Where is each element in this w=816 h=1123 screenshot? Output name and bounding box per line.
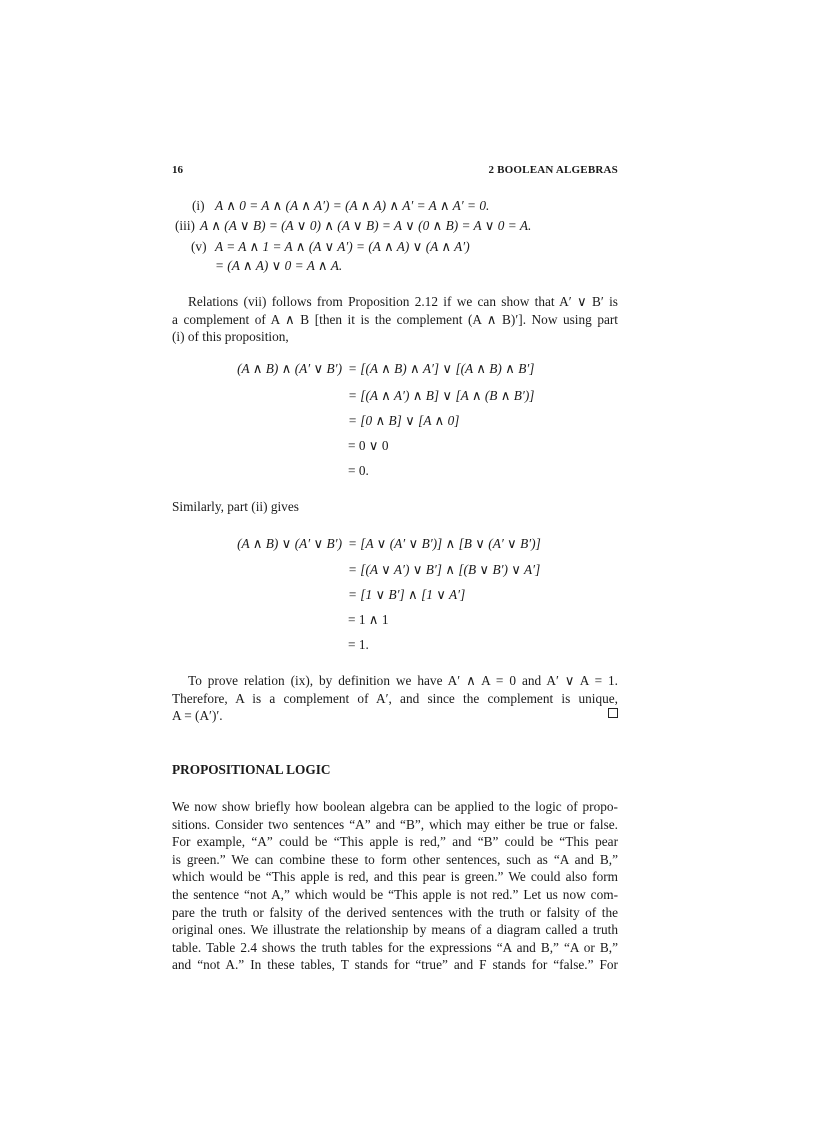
derivation1-lhs: (A ∧ B) ∧ (A′ ∨ B′) — [237, 361, 342, 376]
derivation2-step: = 1 ∧ 1 — [348, 612, 389, 627]
section-heading: PROPOSITIONAL LOGIC — [172, 762, 331, 777]
derivation1-step: = [(A ∧ A′) ∧ B] ∨ [A ∧ (B ∧ B′)] — [348, 388, 535, 403]
para3-line: original ones. We illustrate the relationship by means of a diagram called a truth — [172, 922, 618, 938]
derivation1-step: = 0 ∨ 0 — [348, 438, 389, 453]
derivation1-step: = [(A ∧ B) ∧ A′] ∨ [(A ∧ B) ∧ B′] — [348, 361, 535, 376]
item-v-continuation: = (A ∧ A) ∨ 0 = A ∧ A. — [215, 258, 343, 273]
item-i-text: A ∧ 0 = A ∧ (A ∧ A′) = (A ∧ A) ∧ A′ = A ∧ A′ = 0. — [215, 198, 490, 213]
para3-line: table. Table 2.4 shows the truth tables for the expressions “A and B,” “A or B,” — [172, 939, 618, 955]
para2-line: A = (A′)′. — [172, 708, 223, 724]
derivation2-step: = 1. — [348, 637, 369, 652]
item-i-label: (i) — [192, 198, 205, 213]
para1-line: Relations (vii) follows from Proposition 2.12 if we can show that A′ ∨ B′ is — [188, 294, 618, 309]
para3-line: which would be “This apple is red, and this pear is green.” We could also form — [172, 869, 618, 885]
item-v-text: A = A ∧ 1 = A ∧ (A ∨ A′) = (A ∧ A) ∨ (A ∧ A′) — [215, 239, 470, 254]
similarly-text: Similarly, part (ii) gives — [172, 499, 299, 514]
para3-line: and “not A.” In these tables, T stands for “true” and F stands for “false.” For — [172, 957, 618, 973]
para1-line: (i) of this proposition, — [172, 329, 289, 345]
page-number: 16 — [172, 164, 183, 176]
para3-line: For example, “A” could be “This apple is red,” and “B” could be “This pear — [172, 834, 618, 850]
derivation2-step: = [A ∨ (A′ ∨ B′)] ∧ [B ∨ (A′ ∨ B′)] — [348, 536, 541, 551]
chapter-title: 2 BOOLEAN ALGEBRAS — [488, 164, 618, 176]
item-iii-label: (iii) — [175, 218, 195, 233]
para3-line: is green.” We can combine these to form other sentences, such as “A and B,” — [172, 851, 618, 867]
derivation2-step: = [1 ∨ B′] ∧ [1 ∨ A′] — [348, 587, 466, 602]
item-iii-text: A ∧ (A ∨ B) = (A ∨ 0) ∧ (A ∨ B) = A ∨ (0 ∧ B) = A ∨ 0 = A. — [200, 218, 532, 233]
item-v-label: (v) — [191, 239, 207, 254]
para2-line: Therefore, A is a complement of A′, and since the complement is unique, — [172, 690, 618, 706]
para3-line: pare the truth or falsity of the derived sentences with the truth or falsity of the — [172, 904, 618, 920]
derivation1-step: = 0. — [348, 463, 369, 478]
paragraph-propositional-logic — [172, 798, 618, 974]
para3-line: We now show briefly how boolean algebra can be applied to the logic of propo- — [172, 799, 618, 814]
para2-line: To prove relation (ix), by definition we have A′ ∧ A = 0 and A′ ∨ A = 1. — [188, 673, 618, 688]
derivation2-lhs: (A ∧ B) ∨ (A′ ∨ B′) — [237, 536, 342, 551]
qed-square-icon — [608, 708, 618, 718]
derivation2-step: = [(A ∨ A′) ∨ B′] ∧ [(B ∨ B′) ∨ A′] — [348, 562, 541, 577]
para3-line: sitions. Consider two sentences “A” and “B”, which may either be true or false. — [172, 816, 618, 832]
para3-line: the sentence “not A,” which would be “This apple is not red.” Let us now com- — [172, 886, 618, 902]
para1-line: a complement of A ∧ B [then it is the complement (A ∧ B)′]. Now using part — [172, 311, 618, 327]
paragraph-relations-vii — [172, 293, 618, 346]
derivation1-step: = [0 ∧ B] ∨ [A ∧ 0] — [348, 413, 460, 428]
paragraph-relation-ix — [172, 672, 618, 725]
